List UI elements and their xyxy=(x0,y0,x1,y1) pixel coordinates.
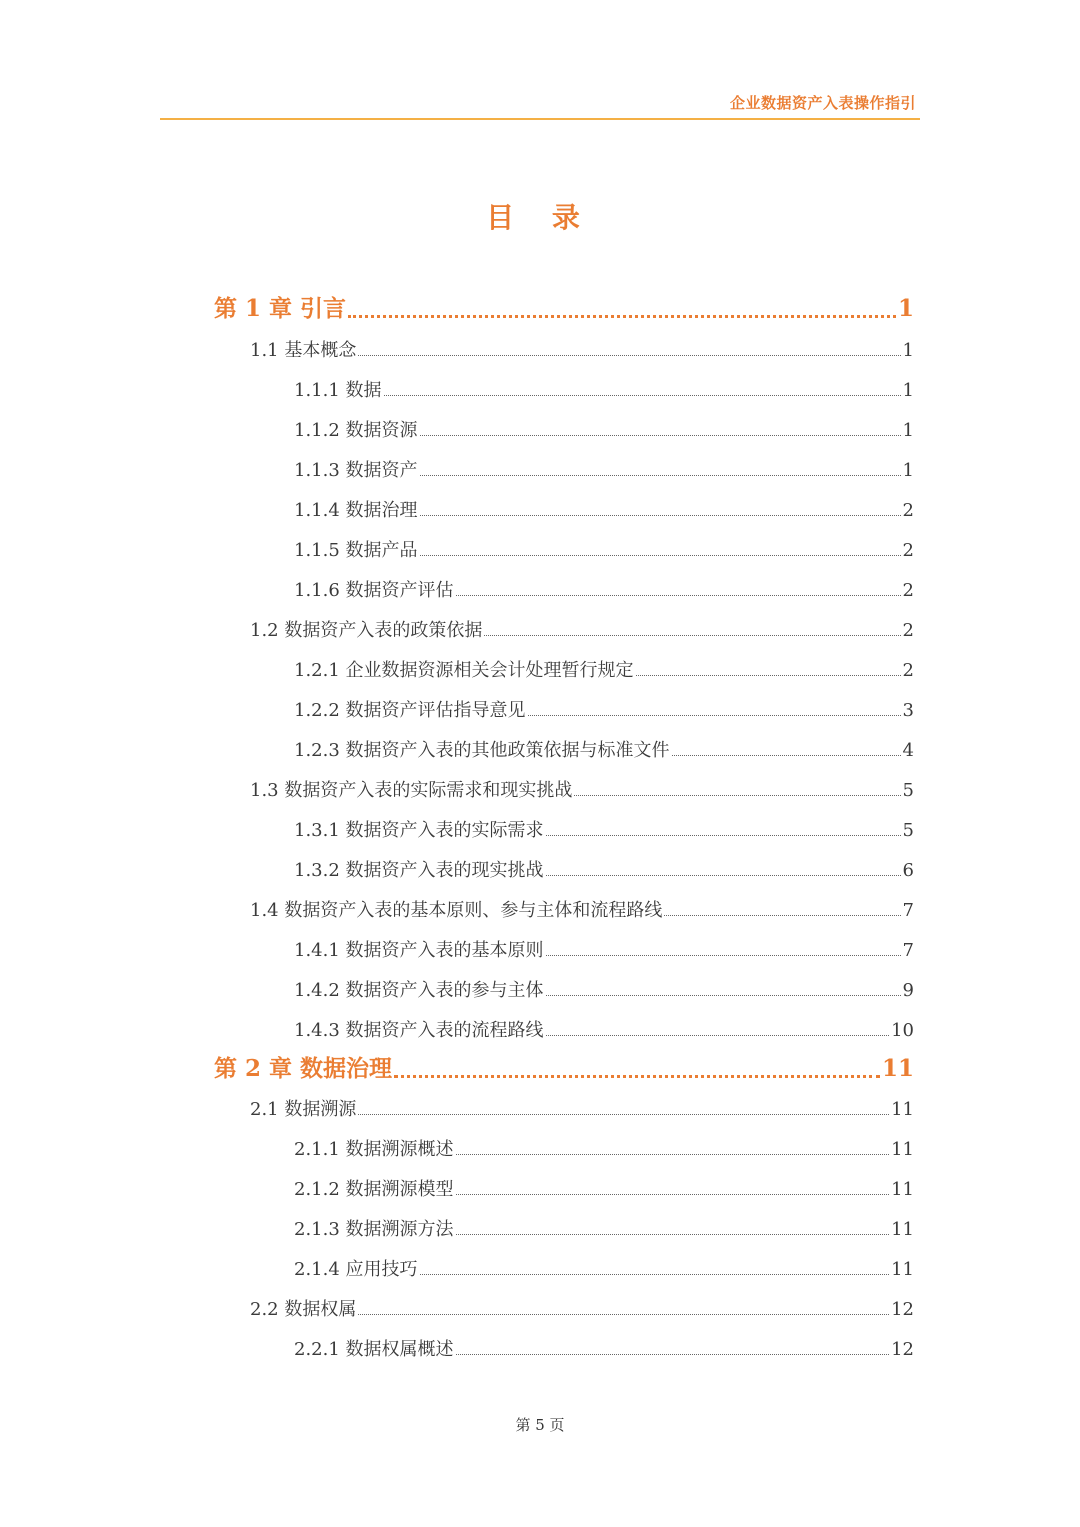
toc-entry-label: 1.1.3 数据资产 xyxy=(294,460,418,481)
dot-leader xyxy=(546,834,901,836)
toc-entry-subsection[interactable] xyxy=(294,976,914,1002)
dot-leader xyxy=(546,1034,890,1036)
toc-entry-label: 1.3.1 数据资产入表的实际需求 xyxy=(294,820,544,841)
dot-leader xyxy=(456,1233,890,1235)
dot-leader xyxy=(664,914,900,916)
toc-entry-section[interactable] xyxy=(250,336,914,362)
toc-entry-label: 2.1.1 数据溯源概述 xyxy=(294,1139,454,1160)
running-header-title: 企业数据资产入表操作指引 xyxy=(729,94,916,112)
dot-leader xyxy=(420,474,901,476)
toc-entry-label: 1.3 数据资产入表的实际需求和现实挑战 xyxy=(250,780,573,801)
toc-entry-page: 5 xyxy=(902,820,914,841)
toc-entry-page: 10 xyxy=(891,1020,914,1041)
toc-entry-label: 1.1.1 数据 xyxy=(294,380,382,401)
dot-leader xyxy=(456,1193,890,1195)
toc-entry-label: 2.1 数据溯源 xyxy=(250,1099,357,1120)
toc-entry-page: 1 xyxy=(902,460,914,481)
dot-leader xyxy=(420,554,901,556)
toc-entry-chapter[interactable] xyxy=(214,1050,914,1083)
toc-heading: 目 录 xyxy=(486,201,594,234)
toc-entry-label: 1.2.3 数据资产入表的其他政策依据与标准文件 xyxy=(294,740,670,761)
toc-entry-label: 2.1.2 数据溯源模型 xyxy=(294,1179,454,1200)
dot-leader xyxy=(484,634,900,636)
toc-entry-section[interactable] xyxy=(250,1295,914,1321)
toc-entry-page: 11 xyxy=(891,1099,914,1120)
toc-entry-subsection[interactable] xyxy=(294,936,914,962)
toc-entry-label: 1.1.4 数据治理 xyxy=(294,500,418,521)
toc-entry-page: 1 xyxy=(902,340,914,361)
toc-entry-page: 1 xyxy=(902,380,914,401)
toc-entry-subsection[interactable] xyxy=(294,856,914,882)
toc-entry-label: 1.2 数据资产入表的政策依据 xyxy=(250,620,483,641)
toc-entry-subsection[interactable] xyxy=(294,376,914,402)
toc-entry-label: 2.1.3 数据溯源方法 xyxy=(294,1219,454,1240)
toc-entry-page: 6 xyxy=(902,860,914,881)
dot-leader xyxy=(546,954,901,956)
toc-entry-page: 2 xyxy=(902,620,914,641)
header-divider xyxy=(160,118,920,120)
dot-leader xyxy=(546,874,901,876)
dot-leader xyxy=(358,1113,889,1115)
dot-leader xyxy=(672,754,901,756)
dot-leader xyxy=(574,794,900,796)
toc-entry-subsection[interactable] xyxy=(294,816,914,842)
toc-entry-label: 2.2 数据权属 xyxy=(250,1299,357,1320)
toc-entry-page: 11 xyxy=(891,1219,914,1240)
toc-entry-subsection[interactable] xyxy=(294,536,914,562)
toc-entry-label: 1.1.6 数据资产评估 xyxy=(294,580,454,601)
toc-entry-page: 1 xyxy=(897,295,914,322)
toc-entry-label: 第 1 章 引言 xyxy=(214,295,347,322)
toc-entry-subsection[interactable] xyxy=(294,496,914,522)
toc-entry-page: 1 xyxy=(902,420,914,441)
dot-leader xyxy=(456,594,901,596)
dot-leader xyxy=(358,1313,889,1315)
dot-leader xyxy=(420,434,901,436)
toc-entry-page: 2 xyxy=(902,500,914,521)
dot-leader xyxy=(420,1273,890,1275)
toc-entry-subsection[interactable] xyxy=(294,656,914,682)
toc-entry-label: 2.2.1 数据权属概述 xyxy=(294,1339,454,1360)
toc-entry-subsection[interactable] xyxy=(294,576,914,602)
toc-entry-subsection[interactable] xyxy=(294,736,914,762)
toc-entry-page: 12 xyxy=(891,1299,914,1320)
toc-entry-label: 1.4 数据资产入表的基本原则、参与主体和流程路线 xyxy=(250,900,663,921)
toc-entry-section[interactable] xyxy=(250,776,914,802)
dot-leader xyxy=(546,994,901,996)
toc-entry-chapter[interactable] xyxy=(214,290,914,323)
toc-entry-subsection[interactable] xyxy=(294,416,914,442)
toc-entry-section[interactable] xyxy=(250,1095,914,1121)
toc-entry-page: 11 xyxy=(891,1259,914,1280)
toc-entry-page: 2 xyxy=(902,580,914,601)
dot-leader xyxy=(358,354,900,356)
toc-entry-subsection[interactable] xyxy=(294,1135,914,1161)
toc-entry-label: 1.1.5 数据产品 xyxy=(294,540,418,561)
toc-entry-page: 9 xyxy=(902,980,914,1001)
toc-entry-subsection[interactable] xyxy=(294,1175,914,1201)
toc-entry-page: 11 xyxy=(881,1055,914,1082)
dot-leader xyxy=(394,1074,880,1078)
toc-entry-page: 2 xyxy=(902,540,914,561)
toc-entry-subsection[interactable] xyxy=(294,696,914,722)
dot-leader xyxy=(636,674,901,676)
toc-entry-label: 1.4.1 数据资产入表的基本原则 xyxy=(294,940,544,961)
toc-entry-page: 2 xyxy=(902,660,914,681)
toc-entry-label: 1.1 基本概念 xyxy=(250,340,357,361)
toc-entry-label: 2.1.4 应用技巧 xyxy=(294,1259,418,1280)
toc-entry-section[interactable] xyxy=(250,616,914,642)
dot-leader xyxy=(528,714,901,716)
toc-entry-subsection[interactable] xyxy=(294,1335,914,1361)
toc-entry-page: 11 xyxy=(891,1179,914,1200)
toc-entry-label: 1.2.2 数据资产评估指导意见 xyxy=(294,700,526,721)
toc-entry-page: 12 xyxy=(891,1339,914,1360)
toc-entry-label: 第 2 章 数据治理 xyxy=(214,1055,393,1082)
toc-entry-section[interactable] xyxy=(250,896,914,922)
dot-leader xyxy=(456,1353,890,1355)
toc-entry-page: 5 xyxy=(902,780,914,801)
toc-entry-page: 4 xyxy=(902,740,914,761)
toc-entry-label: 1.4.2 数据资产入表的参与主体 xyxy=(294,980,544,1001)
toc-entry-page: 11 xyxy=(891,1139,914,1160)
page-number: 第 5 页 xyxy=(515,1416,565,1434)
dot-leader xyxy=(420,514,901,516)
toc-entry-label: 1.3.2 数据资产入表的现实挑战 xyxy=(294,860,544,881)
dot-leader xyxy=(456,1153,890,1155)
dot-leader xyxy=(348,314,896,318)
toc-entry-page: 3 xyxy=(902,700,914,721)
toc-entry-subsection[interactable] xyxy=(294,456,914,482)
toc-entry-subsection[interactable] xyxy=(294,1255,914,1281)
toc-entry-subsection[interactable] xyxy=(294,1215,914,1241)
toc-entry-label: 1.4.3 数据资产入表的流程路线 xyxy=(294,1020,544,1041)
dot-leader xyxy=(384,394,901,396)
toc-entry-label: 1.1.2 数据资源 xyxy=(294,420,418,441)
toc-entry-label: 1.2.1 企业数据资源相关会计处理暂行规定 xyxy=(294,660,634,681)
toc-entry-subsection[interactable] xyxy=(294,1016,914,1042)
toc-entry-page: 7 xyxy=(902,900,914,921)
toc-entry-page: 7 xyxy=(902,940,914,961)
